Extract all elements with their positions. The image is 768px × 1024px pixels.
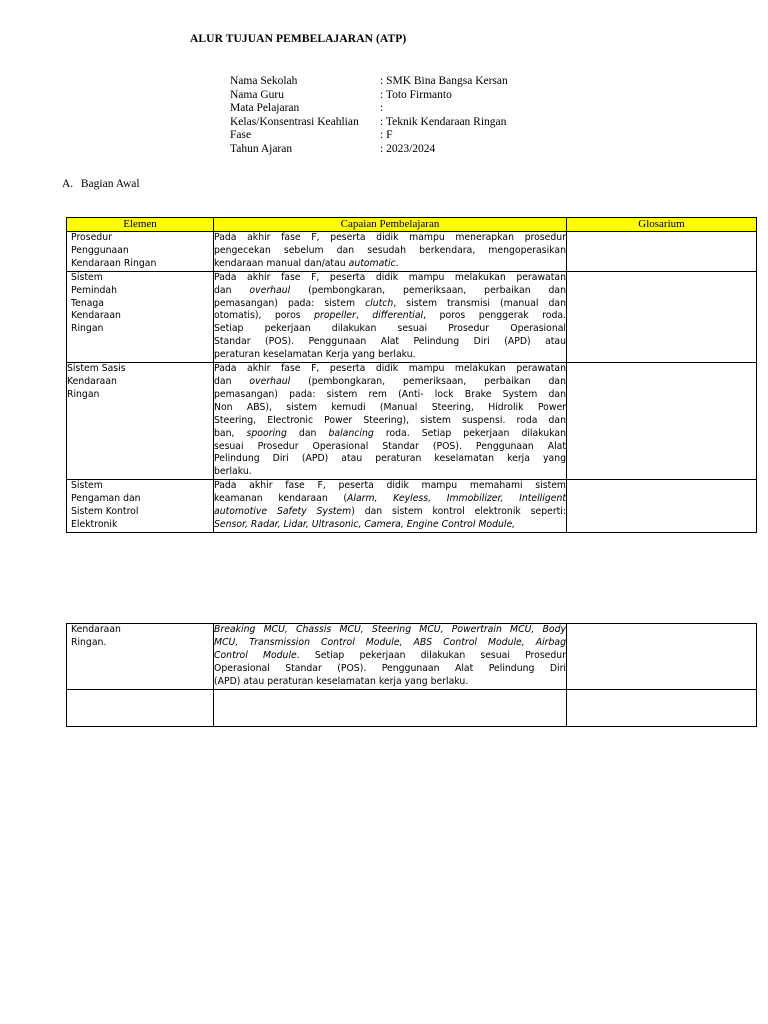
- table-row: [67, 363, 757, 480]
- info-label: Mata Pelajaran: [230, 102, 300, 115]
- capaian-line: otomatis), poros propeller, differential, poros penggerak roda.: [214, 310, 566, 322]
- info-value: : Toto Firmanto: [380, 88, 452, 101]
- elemen-line: Penggunaan: [71, 244, 129, 256]
- elemen-line: Sistem: [71, 271, 103, 283]
- elemen-line: Kendaraan: [67, 375, 117, 387]
- atp-table-continued: [66, 623, 757, 727]
- cell-glosarium: [567, 232, 757, 272]
- elemen-line: Ringan.: [71, 636, 107, 648]
- info-label: Fase: [230, 129, 252, 142]
- capaian-line: Pada akhir fase F, peserta didik mampu memahami sistem: [214, 480, 566, 492]
- capaian-line: Pada akhir fase F, peserta didik mampu menerapkan prosedur: [214, 232, 566, 243]
- info-row: [230, 143, 508, 157]
- school-info-block: [230, 75, 508, 157]
- cell-elemen: [67, 480, 214, 533]
- cell-glosarium: [567, 624, 757, 690]
- info-value: : SMK Bina Bangsa Kersan: [380, 75, 508, 87]
- capaian-line: Non ABS), sistem kemudi (Manual Steering, Hidrolik Power: [214, 401, 566, 413]
- cell-glosarium: [567, 363, 757, 480]
- capaian-line: berlaku.: [214, 466, 252, 478]
- table-row: [67, 271, 757, 362]
- info-row: [230, 75, 508, 89]
- cell-glosarium: [567, 480, 757, 533]
- atp-table: [66, 217, 757, 533]
- elemen-line: Elektronik: [71, 518, 118, 530]
- cell-capaian: [214, 271, 567, 362]
- cell-capaian: [214, 232, 567, 272]
- capaian-line: Steering, Electronic Power Steering), sistem suspensi. roda dan: [214, 414, 566, 426]
- elemen-line: Sistem: [71, 480, 103, 492]
- cell-elemen: [67, 624, 214, 690]
- header-glosarium: Glosarium: [567, 218, 757, 232]
- info-value: : 2023/2024: [380, 142, 436, 155]
- elemen-line: Pemindah: [71, 284, 118, 296]
- table-row: [67, 232, 757, 272]
- cell-capaian: [214, 480, 567, 533]
- cell-elemen: [67, 363, 214, 480]
- capaian-line: ban, spooring dan balancing roda. Setiap pekerjaan dilakukan: [214, 427, 567, 439]
- info-value: :: [380, 102, 384, 115]
- table-row: [67, 624, 757, 690]
- header-capaian: Capaian Pembelajaran: [214, 218, 567, 232]
- capaian-line: pemasangan) pada: sistem clutch, sistem transmisi (manual dan: [214, 297, 567, 309]
- cell-capaian: [214, 363, 567, 480]
- capaian-line: pemasangan) pada: sistem rem (Anti- lock Brake System dan: [214, 388, 566, 400]
- capaian-line: peraturan keselamatan Kerja yang berlaku.: [214, 349, 416, 361]
- elemen-line: Pengaman dan: [71, 493, 141, 505]
- cell-capaian: [214, 689, 567, 726]
- elemen-line: Ringan: [71, 323, 104, 335]
- info-value: : Teknik Kendaraan Ringan: [380, 115, 507, 128]
- info-row: [230, 116, 508, 130]
- info-row: [230, 89, 508, 103]
- elemen-line: Prosedur: [71, 232, 112, 243]
- section-label: Bagian Awal: [80, 178, 140, 190]
- capaian-line: dan overhaul (pembongkaran, pemeriksaan, perbaikan dan: [214, 284, 566, 296]
- cell-glosarium: [567, 689, 757, 726]
- capaian-line: Pada akhir fase F, peserta didik mampu melakukan perawatan: [214, 363, 566, 375]
- info-row: [230, 102, 508, 116]
- document-title: ALUR TUJUAN PEMBELAJARAN (ATP): [190, 33, 407, 45]
- capaian-line: Pelindung Diri (APD) atau peraturan keselamatan kerja yang: [214, 453, 566, 465]
- table-row: [67, 480, 757, 533]
- section-number: A.: [62, 178, 74, 190]
- header-elemen: Elemen: [67, 218, 214, 232]
- info-row: [230, 129, 508, 143]
- capaian-line: sesuai Prosedur Operasional Standar (POS). Penggunaan Alat: [214, 440, 566, 452]
- cell-glosarium: [567, 271, 757, 362]
- capaian-line: keamanan kendaraan (Alarm, Keyless, Immobilizer, Intelligent: [214, 493, 566, 505]
- capaian-line: dan overhaul (pembongkaran, pemeriksaan, perbaikan dan: [214, 375, 566, 387]
- cell-capaian: [214, 624, 567, 690]
- elemen-line: Kendaraan Ringan: [71, 257, 157, 269]
- elemen-line: Tenaga: [71, 297, 105, 309]
- table-header-row: [67, 218, 757, 232]
- capaian-line: MCU, Transmission Control Module, ABS Control Module, Airbag: [214, 636, 566, 648]
- info-label: Tahun Ajaran: [230, 142, 293, 155]
- capaian-line: Setiap pekerjaan dilakukan sesuai Prosedur Operasional: [214, 323, 566, 335]
- capaian-line: (APD) atau peraturan keselamatan kerja yang berlaku.: [214, 675, 469, 687]
- capaian-line: Operasional Standar (POS). Penggunaan Alat Pelindung Diri: [214, 662, 566, 674]
- capaian-line: pengecekan sebelum dan sesudah berkendara, mengoperasikan: [214, 244, 566, 256]
- info-label: Nama Guru: [230, 88, 284, 101]
- capaian-line: Control Module. Setiap pekerjaan dilakukan sesuai Prosedur: [214, 649, 566, 661]
- info-label: Kelas/Konsentrasi Keahlian: [230, 115, 359, 128]
- elemen-line: Kendaraan: [71, 624, 121, 635]
- elemen-line: Kendaraan: [71, 310, 121, 322]
- capaian-line: Sensor, Radar, Lidar, Ultrasonic, Camera, Engine Control Module,: [214, 518, 516, 530]
- table-row: [67, 689, 757, 726]
- elemen-line: Sistem Kontrol: [71, 506, 139, 518]
- cell-elemen: [67, 689, 214, 726]
- capaian-line: Standar (POS). Penggunaan Alat Pelindung Diri (APD) atau: [214, 336, 566, 348]
- elemen-line: Ringan: [67, 388, 100, 400]
- capaian-line: Pada akhir fase F, peserta didik mampu melakukan perawatan: [214, 271, 566, 283]
- info-value: : F: [380, 129, 393, 142]
- section-heading: [62, 178, 140, 190]
- capaian-line: automotive Safety System) dan sistem kontrol elektronik seperti:: [214, 506, 566, 518]
- capaian-line: kendaraan manual dan/atau automatic.: [214, 257, 399, 269]
- cell-elemen: [67, 232, 214, 272]
- elemen-line: Sistem Sasis: [67, 363, 126, 375]
- capaian-line: Breaking MCU, Chassis MCU, Steering MCU, Powertrain MCU, Body: [214, 624, 566, 635]
- cell-elemen: [67, 271, 214, 362]
- info-label: Nama Sekolah: [230, 75, 298, 87]
